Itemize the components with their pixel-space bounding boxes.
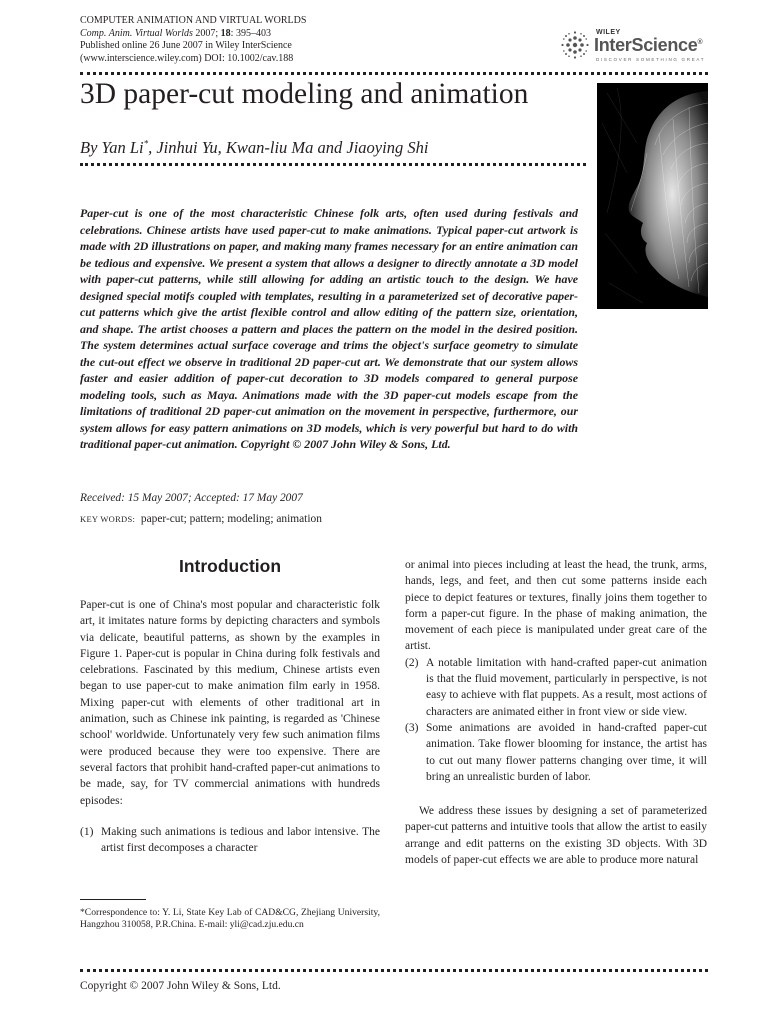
logo-tagline: DISCOVER SOMETHING GREAT [596,57,706,62]
footnote-rule [80,899,146,900]
list-item-1-text-a: Making such animations is tedious and labor intensive. The artist first decomposes a character [101,825,380,855]
interscience-wordmark [594,35,702,56]
list-item-1 [80,824,380,857]
list-item-3-text: Some animations are avoided in hand-crafted paper-cut animation. Take flower blooming for instance, the artist has to cut out many flower patterns changing over time, it will bring an unrealistic burden of labor. [426,721,707,783]
list-item-1-text-b: or animal into pieces including at least the head, the trunk, arms, hands, legs, and feet, and then cut some patterns inside each piece to depict features or textures, finally joins them together to form a paper-cut figure. In the phase of making animation, the movement of each piece is manipulated under great care of the artist. [405,559,707,653]
journal-name: COMPUTER ANIMATION AND VIRTUAL WORLDS [80,15,307,26]
registered-mark: ® [697,39,703,46]
keywords [80,513,322,525]
abstract: Paper-cut is one of the most characteristic Chinese folk arts, often used during festivals and celebrations. Chinese artists have used paper-cut to make animations. Typical paper-cut artwork is made with 2D illustrations on paper, and making many frames necessary for an entire animation can be tedious and expensive. We present a system that allows a designer to directly annotate a 3D model with paper-cut patterns, while still allowing for adding an artistic touch to the design. We have designed special motifs coupled with templates, resulting in a parameterized set of decorative paper-cut patterns which give the artist flexible control and allow editing of the pattern size, orientation, and shape. The artist chooses a pattern and places the pattern on the model in the desired position. The system determines actual surface coverage and trims the object's surface geometry to simulate the cut-out effect we observe in traditional 2D paper-cut art. We demonstrate that our system allows faster and easier addition of paper-cut decoration to 3D models compared to general purpose modeling tools, such as Maya. Animations made with the 3D paper-cut models escape from the limitations of traditional 2D paper-cut animation on the movement in perspective, furthermore, our system allows for easy pattern animations on 3D models, which is very powerful but hard to do with traditional paper-cut animation. Copyright © 2007 John Wiley & Sons, Ltd. [80,206,578,451]
copyright-footer: Copyright © 2007 John Wiley & Sons, Ltd. [80,980,281,992]
spacer [405,785,707,803]
introduction-heading: Introduction [178,556,282,576]
authors-dotted-rule [80,163,586,166]
list-number: (3) [405,721,419,734]
citation-journal: Comp. Anim. Virtual Worlds [80,27,193,39]
interscience-dot-disc-icon [560,30,590,60]
paper-title: 3D paper-cut modeling and animation [80,78,529,110]
correspondence-mark: * [143,138,149,149]
interscience-text: InterScience [594,35,698,55]
authors-first: By Yan Li [80,138,144,157]
left-column [80,597,380,856]
keywords-list: paper-cut; pattern; modeling; animation [140,513,322,525]
intro-paragraph-2: We address these issues by designing a set of parameterized paper-cut patterns and intuitive tools that allow the artist to easily arrange and edit patterns on the existing 3D objects. With 3D models of paper-cut effects we are able to produce more natural [405,805,707,867]
header-dotted-rule [80,72,708,75]
right-column [405,557,707,868]
wireframe-face-figure [597,83,708,309]
intro-paragraph-1: Paper-cut is one of China's most popular and characteristic folk art, it imitates nature forms by depicting characters and symbols via delicate, beautiful patterns, as shown by the examples in Figure 1. Paper-cut is popular in China during folk festivals and celebrations. Fascinated by this medium, Chinese artists even began to use paper-cut to make animation film early in 1958. Mixing paper-cut with elements of other traditional art in animation, such as Chinese ink painting, is regarded as 'Chinese school' worldwide. Unfortunately very few such animation films were produced because they were too expensive. There are several factors that prohibit hand-crafted paper-cut animations to be made, say, for TV commercial animations with hundreds episodes: [80,599,380,807]
list-number: (2) [405,656,419,669]
correspondence-footnote: *Correspondence to: Y. Li, State Key Lab of CAD&CG, Zhejiang University, Hangzhou 310058, P.R.China. E-mail: yli@cad.zju.edu.cn [80,907,380,930]
keywords-label: KEY WORDS: [80,514,136,524]
citation-year: 2007; [195,27,219,39]
list-item-2 [405,655,707,720]
spacer [80,809,380,824]
citation-pages: : 395–403 [230,27,271,39]
citation-volume: 18 [220,27,231,39]
journal-header [80,15,306,65]
journal-citation [80,28,306,41]
list-item-3 [405,720,707,785]
url-doi: (www.interscience.wiley.com) DOI: 10.1002/cav.188 [80,52,294,64]
wiley-wordmark: WILEY [596,29,621,36]
list-number: (1) [80,825,94,838]
authors-rest: , Jinhui Yu, Kwan-liu Ma and Jiaoying Shi [148,138,429,157]
wiley-interscience-logo [560,26,710,66]
list-item-2-text: A notable limitation with hand-crafted paper-cut animation is that the fluid movement, particularly in perspective, is not easy to achieve with flat puppets. As a result, most actions of characters are animated either in front view or side view. [426,656,707,718]
footer-dotted-rule [80,969,708,972]
published-online: Published online 26 June 2007 in Wiley InterScience [80,40,292,52]
received-accepted-dates: Received: 15 May 2007; Accepted: 17 May 2007 [80,492,303,504]
paper-authors [80,138,428,158]
